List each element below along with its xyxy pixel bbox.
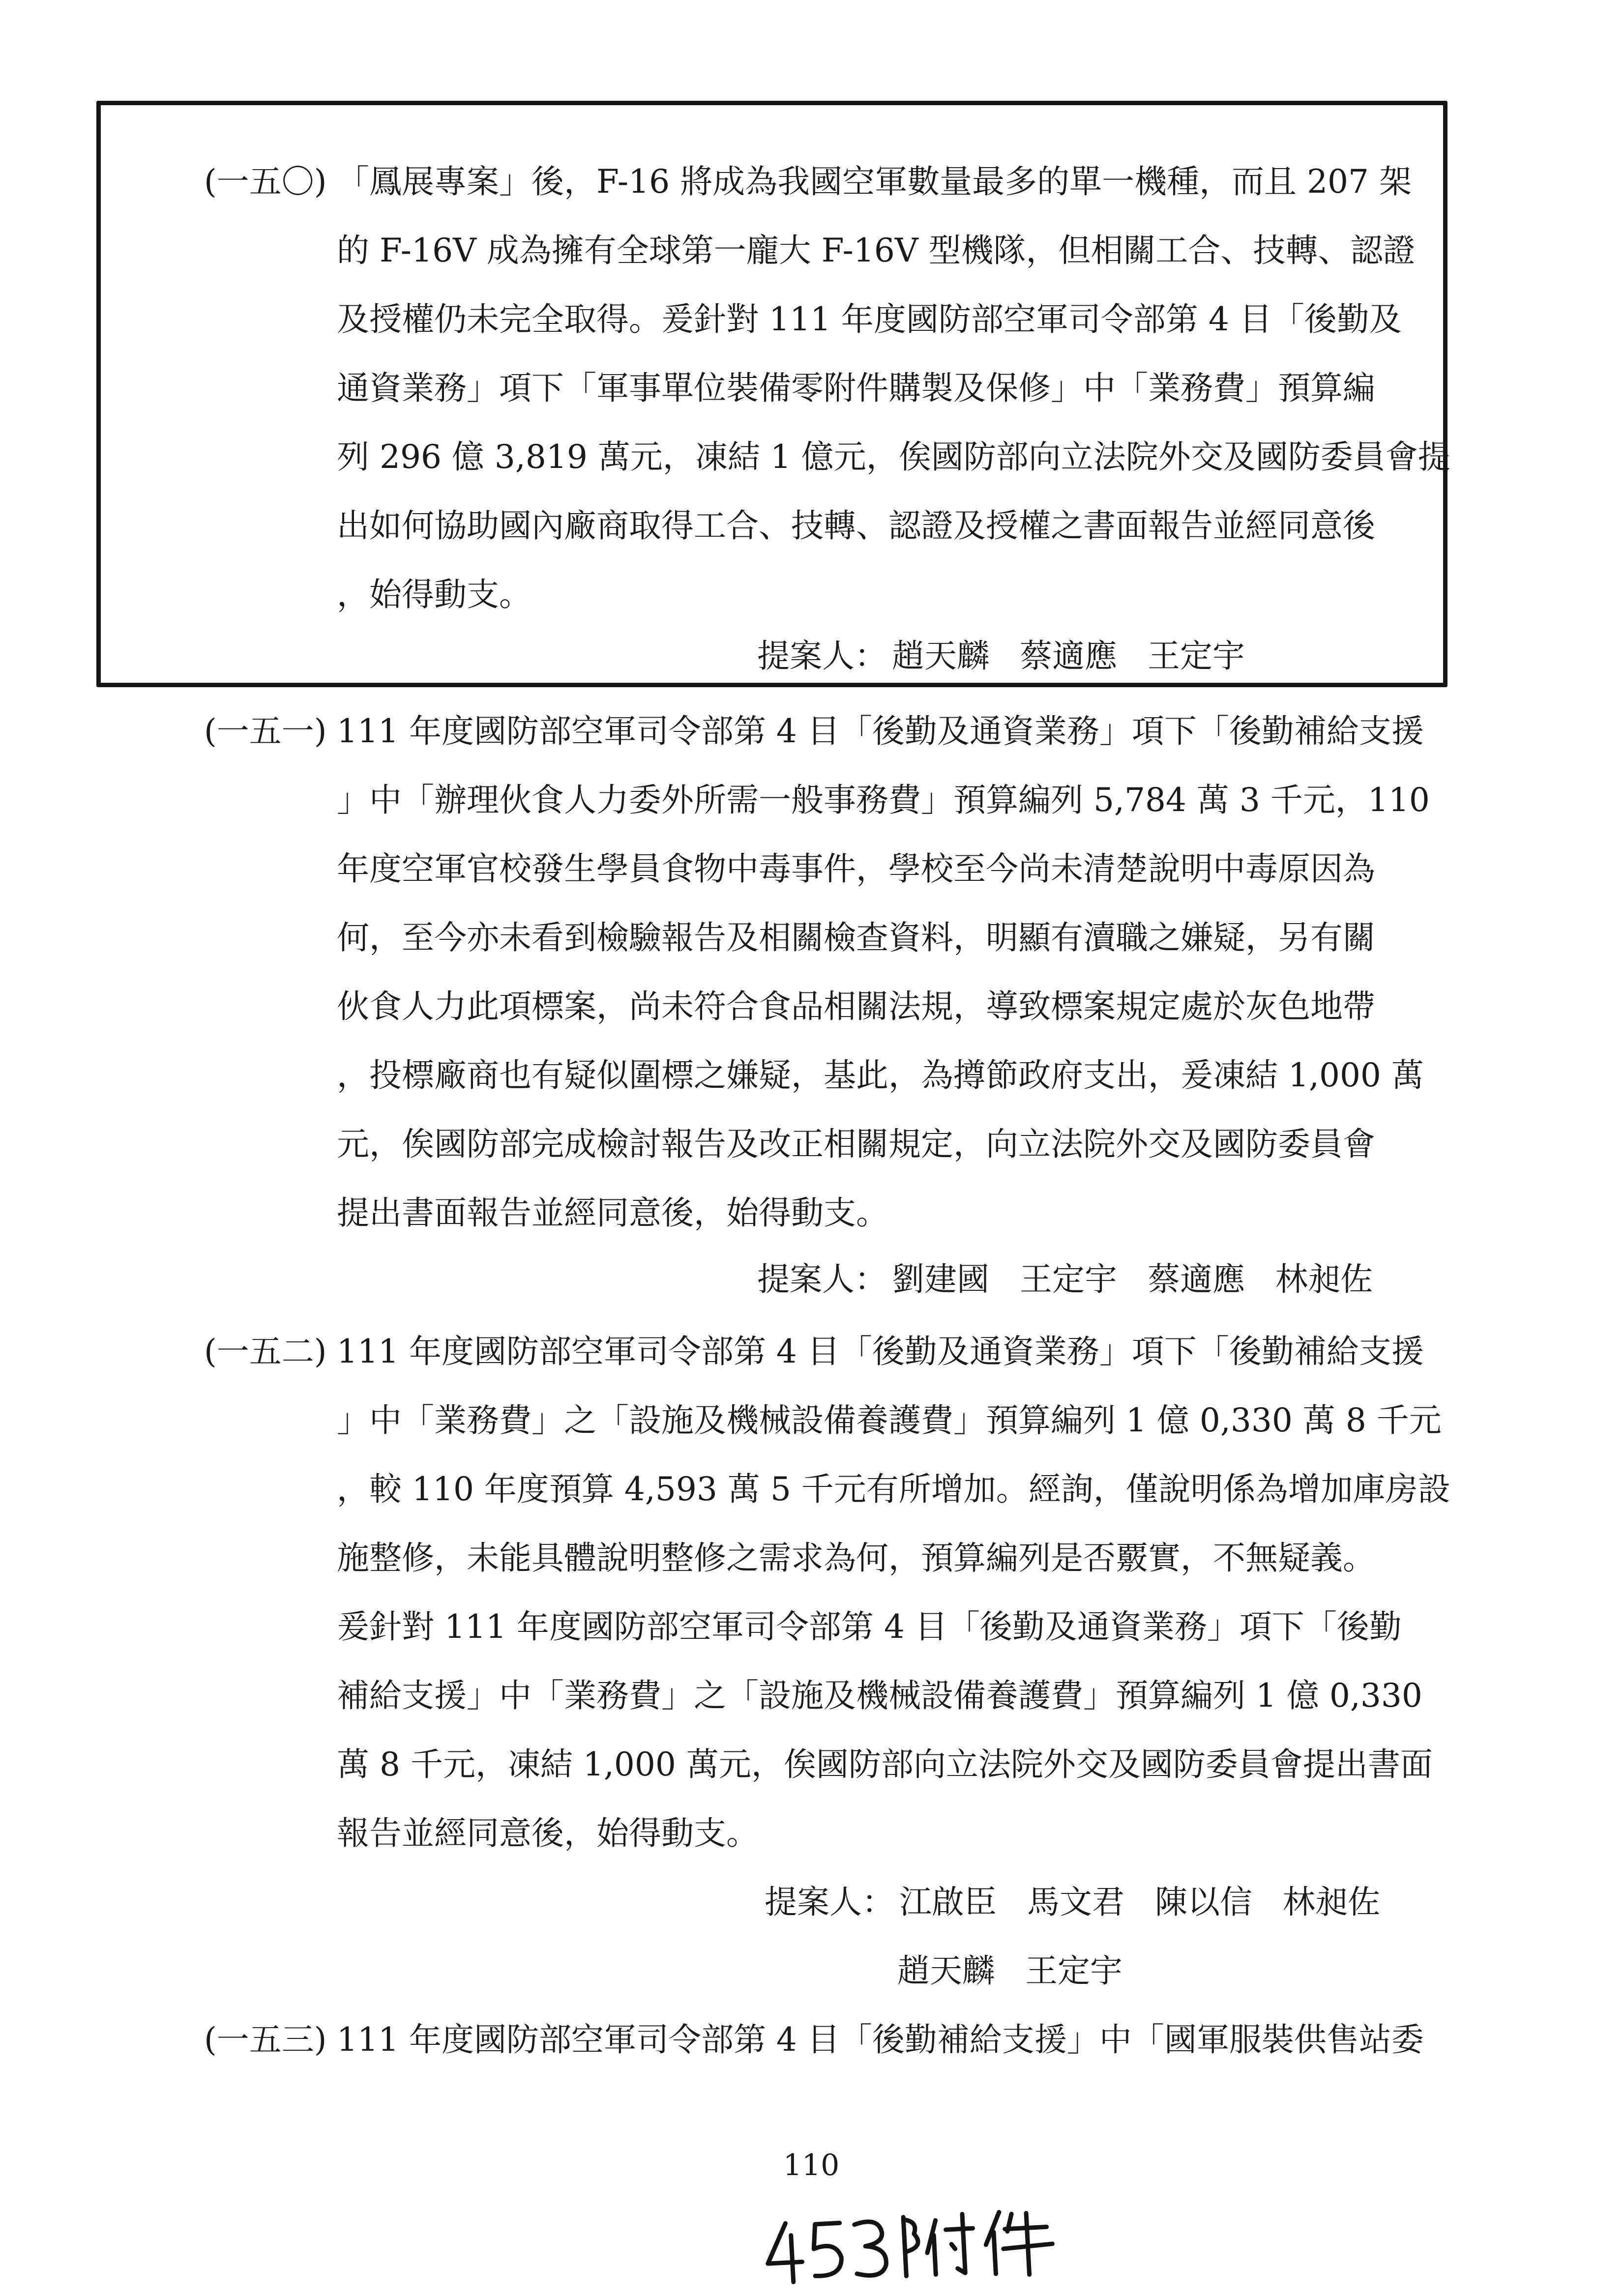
proposer-line-continued [897,1937,1153,2005]
proposer-name: 蔡適應 [1148,1260,1245,1298]
item-line: 施整修，未能具體說明整修之需求為何，預算編列是否覈實，不無疑義。 [337,1539,1375,1577]
proposer-label: 提案人： [757,637,887,675]
item-line: 通資業務」項下「軍事單位裝備零附件購製及保修」中「業務費」預算編 [337,369,1375,407]
item-line: 的 F-16V 成為擁有全球第一龐大 F-16V 型機隊，但相關工合、技轉、認證 [337,232,1416,269]
item-line: 「鳳展專案」後，F-16 將成為我國空軍數量最多的單一機種，而且 207 架 [337,163,1412,201]
item-line: 報告並經同意後，始得動支。 [337,1814,759,1852]
proposer-name: 馬文君 [1027,1883,1124,1921]
handwritten-annotation [755,2194,1064,2294]
proposer-name: 王定宇 [1148,637,1245,675]
item-number: (一五〇) [204,163,327,201]
proposer-name: 林昶佐 [1275,1260,1373,1298]
item-number: (一五三) [204,2021,327,2059]
proposer-line [757,1245,1403,1314]
proposer-line [757,622,1275,691]
item-line: 」中「辦理伙食人力委外所需一般事務費」預算編列 5,784 萬 3 千元，110 [337,781,1430,819]
proposer-line [765,1868,1411,1937]
item-line: 何，至今亦未看到檢驗報告及相關檢查資料，明顯有瀆職之嫌疑，另有關 [337,919,1375,957]
proposer-label: 提案人： [757,1260,887,1298]
item-line: 111 年度國防部空軍司令部第 4 目「後勤補給支援」中「國軍服裝供售站委 [337,2021,1424,2059]
proposer-name: 陳以信 [1155,1883,1252,1921]
item-line: 列 296 億 3,819 萬元，凍結 1 億元，俟國防部向立法院外交及國防委員會提 [337,438,1450,476]
item-line: ，始得動支。 [337,576,531,613]
item-line: 111 年度國防部空軍司令部第 4 目「後勤及通資業務」項下「後勤補給支援 [337,1333,1424,1370]
item-number: (一五一) [204,712,327,750]
item-line: 爰針對 111 年度國防部空軍司令部第 4 目「後勤及通資業務」項下「後勤 [337,1608,1402,1646]
item-line: ，投標廠商也有疑似圍標之嫌疑，基此，為撙節政府支出，爰凍結 1,000 萬 [337,1056,1424,1094]
proposer-name: 江啟臣 [899,1883,997,1921]
item-line: 提出書面報告並經同意後，始得動支。 [337,1194,888,1232]
item-line: ，較 110 年度預算 4,593 萬 5 千元有所增加。經詢，僅說明係為增加庫房設 [337,1470,1450,1508]
item-line: 萬 8 千元，凍結 1,000 萬元，俟國防部向立法院外交及國防委員會提出書面 [337,1745,1433,1783]
item-line: 出如何協助國內廠商取得工合、技轉、認證及授權之書面報告並經同意後 [337,507,1375,545]
proposer-name: 林昶佐 [1283,1883,1380,1921]
proposer-label: 提案人： [765,1883,894,1921]
item-line: 伙食人力此項標案，尚未符合食品相關法規，導致標案規定處於灰色地帶 [337,988,1375,1025]
proposer-name: 蔡適應 [1020,637,1117,675]
item-line: 補給支援」中「業務費」之「設施及機械設備養護費」預算編列 1 億 0,330 [337,1677,1422,1715]
item-line: 」中「業務費」之「設施及機械設備養護費」預算編列 1 億 0,330 萬 8 千元 [337,1401,1442,1439]
item-line: 元，俟國防部完成檢討報告及改正相關規定，向立法院外交及國防委員會 [337,1125,1375,1163]
item-line: 年度空軍官校發生學員食物中毒事件，學校至今尚未清楚說明中毒原因為 [337,850,1375,888]
proposer-name: 趙天麟 [892,637,989,675]
item-line: 及授權仍未完全取得。爰針對 111 年度國防部空軍司令部第 4 目「後勤及 [337,300,1402,338]
proposer-name: 劉建國 [892,1260,989,1298]
proposer-name: 王定宇 [1020,1260,1117,1298]
item-line: 111 年度國防部空軍司令部第 4 目「後勤及通資業務」項下「後勤補給支援 [337,712,1424,750]
page-number: 110 [783,2148,840,2182]
proposer-name: 王定宇 [1025,1952,1122,1990]
item-number: (一五二) [204,1333,327,1370]
proposer-name: 趙天麟 [897,1952,995,1990]
